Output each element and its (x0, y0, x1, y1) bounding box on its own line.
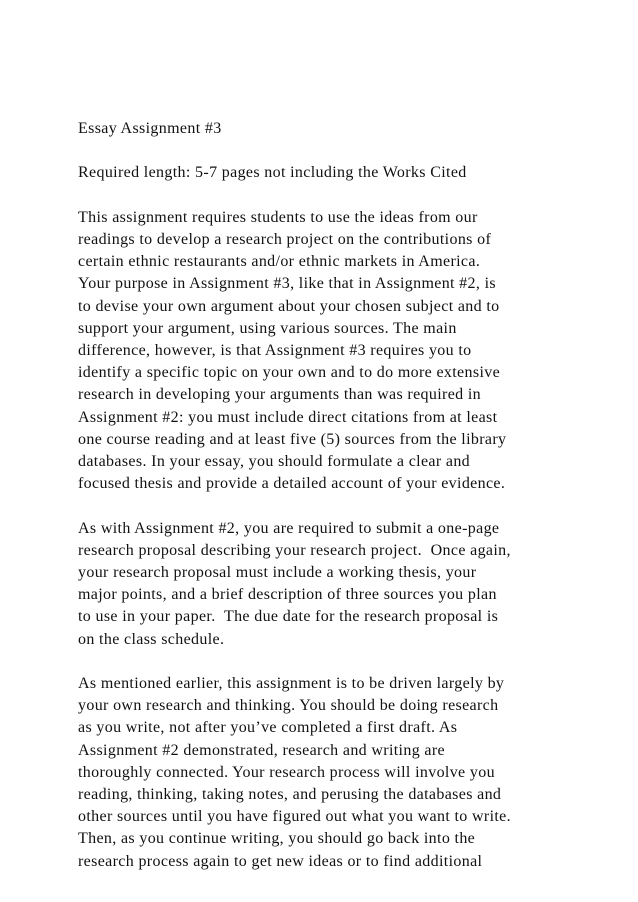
document-body (78, 118, 578, 873)
paragraph-line: support your argument, using various sources. The main (78, 319, 457, 337)
paragraph-line: As with Assignment #2, you are required to submit a one-page (78, 519, 500, 537)
paragraph-line: Then, as you continue writing, you should go back into the (78, 830, 476, 848)
required-length-line: Required length: 5-7 pages not including the Works Cited (78, 164, 467, 182)
paragraph-line: This assignment requires students to use the ideas from our (78, 208, 478, 226)
paragraph-line: as you write, not after you’ve completed a first draft. As (78, 719, 458, 737)
paragraph-3 (78, 673, 578, 873)
paragraph-line: As mentioned earlier, this assignment is to be driven largely by (78, 675, 505, 693)
paragraph-line: research in developing your arguments than was required in (78, 386, 481, 404)
paragraph-line: focused thesis and provide a detailed account of your evidence. (78, 475, 506, 493)
spacer (78, 495, 578, 517)
paragraph-line: difference, however, is that Assignment #3 requires you to (78, 342, 472, 359)
paragraph-line: databases. In your essay, you should formulate a clear and (78, 453, 471, 471)
paragraph-line: readings to develop a research project on the contributions of (78, 230, 492, 248)
paragraph-line: other sources until you have figured out what you want to write. (78, 808, 511, 826)
paragraph-line: Your purpose in Assignment #3, like that in Assignment #2, is (78, 275, 496, 293)
paragraph-line: major points, and a brief description of three sources you plan (78, 586, 497, 604)
paragraph-line: certain ethnic restaurants and/or ethnic markets in America. (78, 253, 481, 271)
paragraph-line: your own research and thinking. You should be doing research (78, 697, 499, 715)
paragraph-line: to devise your own argument about your chosen subject and to (78, 297, 500, 315)
paragraph-line: Assignment #2: you must include direct citations from at least (78, 408, 498, 426)
paragraph-line: on the class schedule. (78, 630, 225, 648)
spacer (78, 651, 578, 673)
spacer (78, 185, 578, 207)
paragraph-line: thoroughly connected. Your research process will involve you (78, 763, 495, 781)
paragraph-line: Assignment #2 demonstrated, research and writing are (78, 741, 445, 759)
document-title: Essay Assignment #3 (78, 120, 222, 137)
paragraph-line: research process again to get new ideas or to find additional (78, 852, 483, 870)
paragraph-2 (78, 518, 578, 651)
paragraph-line: identify a specific topic on your own and to do more extensive (78, 364, 501, 382)
paragraph-line: research proposal describing your research project. Once again, (78, 541, 511, 559)
paragraph-1 (78, 207, 578, 496)
spacer (78, 140, 578, 162)
paragraph-line: reading, thinking, taking notes, and perusing the databases and (78, 786, 502, 804)
paragraph-line: one course reading and at least five (5) sources from the library (78, 430, 507, 448)
paragraph-line: your research proposal must include a working thesis, your (78, 564, 477, 582)
paragraph-line: to use in your paper. The due date for the research proposal is (78, 608, 499, 626)
